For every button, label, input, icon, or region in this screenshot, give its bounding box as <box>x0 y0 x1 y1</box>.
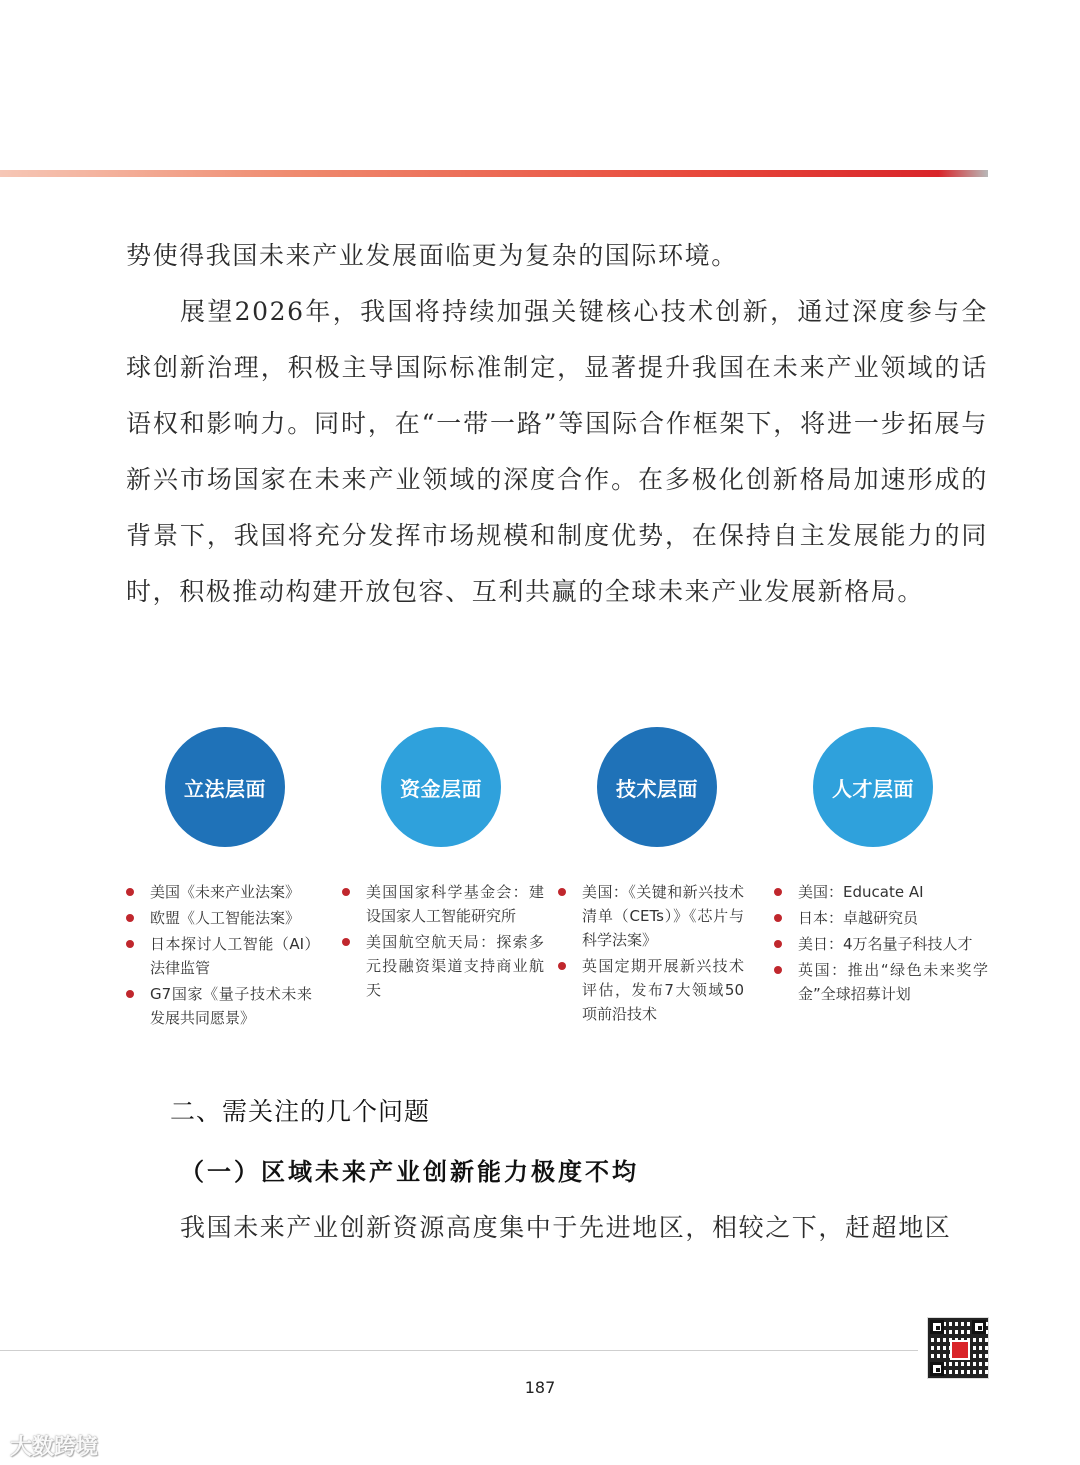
circle-legislation: 立法层面 <box>165 727 285 847</box>
footer-divider <box>0 1350 918 1351</box>
list-talent <box>772 880 988 1008</box>
circle-talent: 人才层面 <box>813 727 933 847</box>
qr-code-icon[interactable] <box>928 1318 988 1378</box>
list-item: 日本：卓越研究员 <box>772 906 988 930</box>
list-item: 欧盟《人工智能法案》 <box>124 906 312 930</box>
list-funding <box>340 880 544 1004</box>
list-item: G7国家《量子技术未来发展共同愿景》 <box>124 982 312 1030</box>
body-paragraph-1: 势使得我国未来产业发展面临更为复杂的国际环境。 <box>126 241 738 270</box>
body-paragraph-3: 我国未来产业创新资源高度集中于先进地区，相较之下，赶超地区 <box>180 1213 952 1242</box>
circle-funding: 资金层面 <box>381 727 501 847</box>
watermark-logo <box>10 1430 98 1461</box>
section-title: 二、需关注的几个问题 <box>170 1097 431 1126</box>
page-number: 187 <box>524 1378 556 1397</box>
list-item: 美国国家科学基金会：建设国家人工智能研究所 <box>340 880 544 928</box>
qr-finder-icon <box>972 1320 986 1334</box>
list-item: 美日：4万名量子科技人才 <box>772 932 988 956</box>
list-item: 美国：Educate AI <box>772 880 988 904</box>
list-item: 美国《未来产业法案》 <box>124 880 312 904</box>
qr-finder-icon <box>930 1362 944 1376</box>
list-item: 美国航空航天局：探索多元投融资渠道支持商业航天 <box>340 930 544 1002</box>
list-item: 英国定期开展新兴技术评估，发布7大领域50项前沿技术 <box>556 954 744 1026</box>
body-paragraph-2: 展望2026年，我国将持续加强关键核心技术创新，通过深度参与全球创新治理，积极主导国际标准制定，显著提升我国在未来产业领域的话语权和影响力。同时，在“一带一路”等国际合作框架下，将进一步拓展与新兴市场国家在未来产业领域的深度合作。在多极化创新格局加速形成的背景下，我国将充分发挥市场规模和制度优势，在保持自主发展能力的同时，积极推动构建开放包容、互利共赢的全球未来产业发展新格局。 <box>126 297 988 606</box>
list-item: 日本探讨人工智能（AI）法律监管 <box>124 932 312 980</box>
list-legislation <box>124 880 312 1032</box>
qr-finder-icon <box>930 1320 944 1334</box>
list-item: 英国：推出“绿色未来奖学金”全球招募计划 <box>772 958 988 1006</box>
list-technology <box>556 880 744 1028</box>
list-item: 美国：《关键和新兴技术清单（CETs）》《芯片与科学法案》 <box>556 880 744 952</box>
header-accent-bar <box>0 170 988 177</box>
subsection-title: （一）区域未来产业创新能力极度不均 <box>180 1157 639 1186</box>
circle-technology: 技术层面 <box>597 727 717 847</box>
watermark-text: 大数跨境 <box>10 1435 99 1460</box>
